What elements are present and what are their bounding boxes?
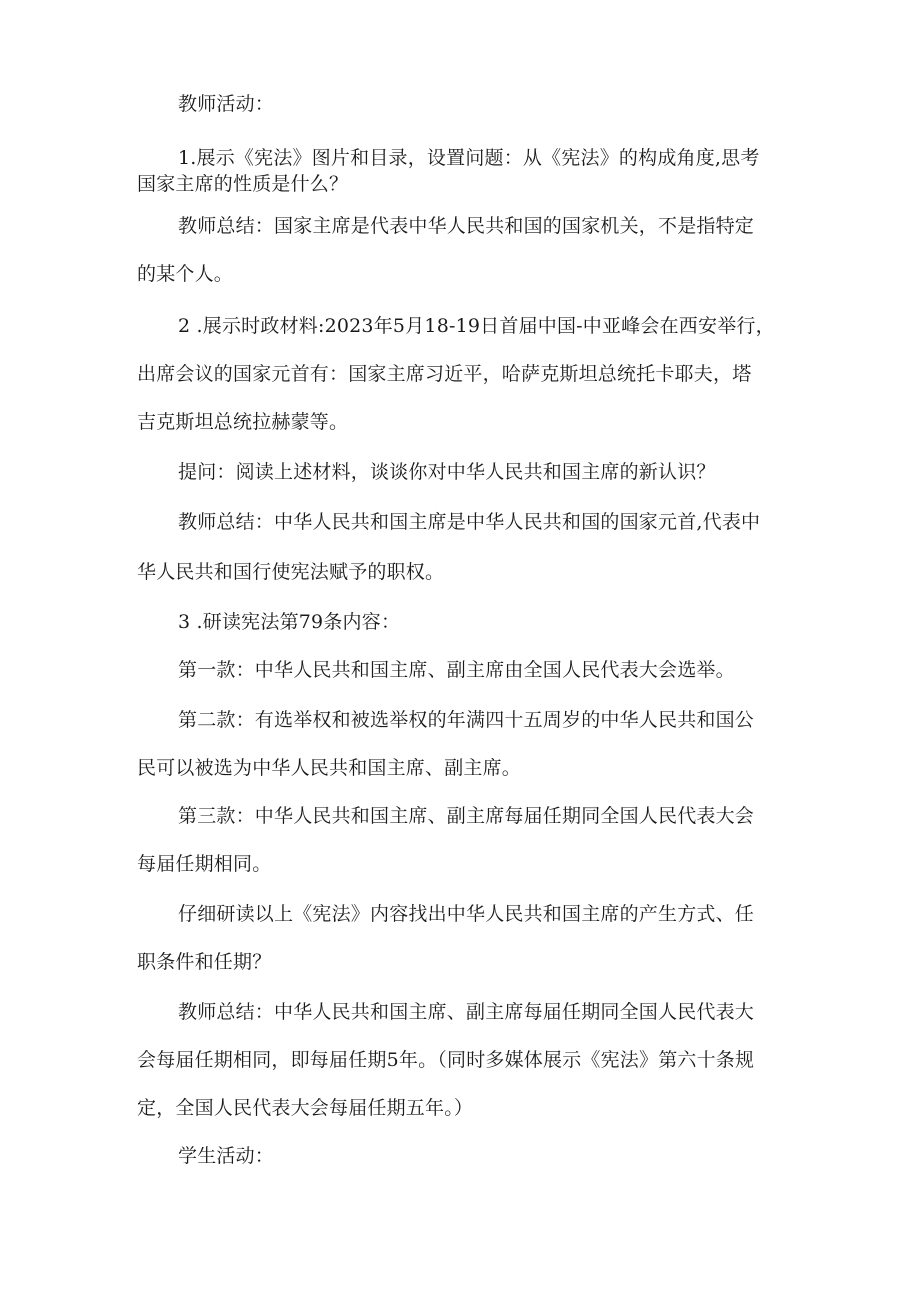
paragraph-line: 2 .展示时政材料:2023年5月18-19日首届中国-中亚峰会在西安举行，	[178, 315, 775, 337]
paragraph-line: 第一款：中华人民共和国主席、副主席由全国人民代表大会选举。	[178, 659, 735, 681]
paragraph-line: 教师总结：国家主席是代表中华人民共和国的国家机关，不是指特定	[178, 215, 755, 237]
paragraph-line: 华人民共和国行使宪法赋予的职权。	[137, 561, 445, 583]
paragraph-line: 第三款：中华人民共和国主席、副主席每届任期同全国人民代表大会	[178, 805, 755, 827]
paragraph-line: 每届任期相同。	[137, 853, 272, 875]
paragraph-line: 会每届任期相同，即每届任期5年。（同时多媒体展示《宪法》第六十条规	[137, 1049, 755, 1071]
paragraph-line: 教师总结：中华人民共和国主席、副主席每届任期同全国人民代表大	[178, 1001, 755, 1023]
heading-student-activity: 学生活动：	[178, 1145, 275, 1167]
paragraph-line: 吉克斯坦总统拉赫蒙等。	[137, 411, 349, 433]
paragraph-line: 仔细研读以上《宪法》内容找出中华人民共和国主席的产生方式、任	[178, 903, 755, 925]
paragraph-line: 提问：阅读上述材料，谈谈你对中华人民共和国主席的新认识？	[178, 461, 716, 483]
paragraph-line: 民可以被选为中华人民共和国主席、副主席。	[137, 757, 522, 779]
paragraph-line: 国家主席的性质是什么？	[137, 173, 349, 195]
heading-teacher-activity: 教师活动：	[178, 93, 275, 115]
paragraph-line: 出席会议的国家元首有：国家主席习近平，哈萨克斯坦总统托卡耶夫，塔	[137, 363, 752, 385]
paragraph-line: 的某个人。	[137, 263, 234, 285]
paragraph-line: 1.展示《宪法》图片和目录，设置问题：从《宪法》的构成角度,思考	[178, 147, 760, 169]
paragraph-line: 教师总结：中华人民共和国主席是中华人民共和国的国家元首,代表中	[178, 511, 761, 533]
paragraph-line: 第二款：有选举权和被选举权的年满四十五周岁的中华人民共和国公	[178, 709, 755, 731]
paragraph-line: 职条件和任期？	[137, 951, 272, 973]
paragraph-line: 3 .研读宪法第79条内容：	[178, 611, 401, 633]
paragraph-line: 定，全国人民代表大会每届任期五年。）	[137, 1097, 474, 1119]
